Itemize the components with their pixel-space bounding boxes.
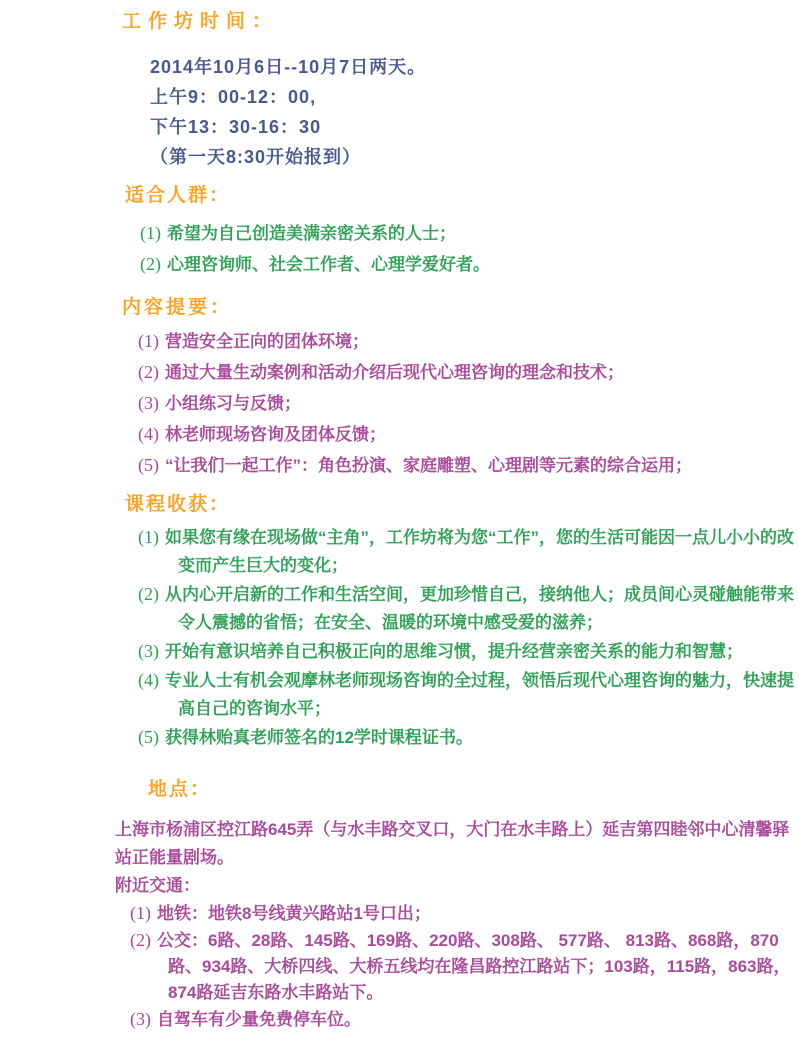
content-item-text: 小组练习与反馈； [165,394,301,413]
location-heading: 地点： [148,779,212,800]
content-item-text: 林老师现场咨询及团体反馈； [165,425,386,444]
content-item-text: 营造安全正向的团体环境； [165,332,369,351]
transport-item-text: 自驾车有少量免费停车位。 [157,1010,361,1029]
checkin-note-line: （第一天8:30开始报到） [150,147,362,167]
gain-item-text: 如果您有缘在现场做“主角”，工作坊将为您“工作”，您的生活可能因一点儿小小的改变而产生巨大的变化； [165,528,794,575]
content-item [138,357,799,388]
item-number: (3) [138,641,159,661]
audience-item [140,218,799,249]
gain-item [138,637,796,666]
item-number: (1) [140,223,161,243]
item-number: (4) [138,670,159,690]
content-item [138,450,799,481]
afternoon-hours-line: 下午13：30-16：30 [150,117,322,137]
item-number: (2) [140,254,161,274]
item-number: (2) [130,930,151,950]
gain-item-text: 专业人士有机会观摩林老师现场咨询的全过程，领悟后现代心理咨询的魅力，快速提高自己的咨询水平； [165,671,794,718]
content-item-text: “让我们一起工作”：角色扮演、家庭雕塑、心理剧等元素的综合运用； [165,456,692,475]
transport-item-text: 公交：6路、28路、145路、169路、220路、308路、 577路、 813路、868路，870路、934路、大桥四线、大桥五线均在隆昌路控江路站下；103路，115路，863路， 874路延吉东路水丰路站下。 [157,931,791,1002]
audience-heading: 适合人群： [125,185,231,206]
item-number: (1) [138,527,159,547]
audience-item-text: 希望为自己创造美满亲密关系的人士； [167,224,456,243]
gain-item [138,723,796,752]
gain-item-text: 获得林贻真老师签名的12学时课程证书。 [165,728,473,747]
location-block [115,816,793,1033]
content-item [138,326,799,357]
transport-list [130,900,793,1033]
transport-item-text: 地铁：地铁8号线黄兴路站1号口出； [157,904,431,923]
gain-item-text: 从内心开启新的工作和生活空间，更加珍惜自己，接纳他人；成员间心灵碰触能带来令人震撼的省悟；在安全、温暖的环境中感受爱的滋养； [165,585,794,632]
transport-item [130,927,793,1006]
morning-hours-line: 上午9：00-12：00, [150,87,317,107]
item-number: (1) [130,903,151,923]
workshop-time-heading: 工作坊时间： [122,11,279,32]
item-number: (2) [138,362,159,382]
content-summary-list [138,326,799,481]
content-item [138,419,799,450]
item-number: (1) [138,331,159,351]
gain-item-text: 开始有意识培养自己积极正向的思维习惯，提升经营亲密关系的能力和智慧； [165,642,743,661]
audience-item [140,249,799,280]
item-number: (5) [138,727,159,747]
nearby-transit-label: 附近交通： [115,876,200,895]
workshop-time-block [150,52,799,172]
item-number: (5) [138,455,159,475]
gain-item [138,523,796,580]
workshop-poster [0,10,799,1033]
venue-address: 上海市杨浦区控江路645弄（与水丰路交叉口，大门在水丰路上）延吉第四睦邻中心清馨驿站正能量剧场。 [115,820,790,867]
item-number: (2) [138,584,159,604]
content-item [138,388,799,419]
transport-item [130,1006,793,1033]
audience-item-text: 心理咨询师、社会工作者、心理学爱好者。 [167,255,490,274]
gain-item [138,580,796,637]
audience-list [140,218,799,280]
course-gains-heading: 课程收获： [125,494,231,515]
workshop-date-line: 2014年10月6日--10月7日两天。 [150,57,427,77]
item-number: (3) [130,1009,151,1029]
gain-item [138,666,796,723]
content-summary-heading: 内容提要： [122,297,233,318]
content-item-text: 通过大量生动案例和活动介绍后现代心理咨询的理念和技术； [165,363,624,382]
item-number: (3) [138,393,159,413]
item-number: (4) [138,424,159,444]
transport-item [130,900,793,927]
course-gains-list [138,523,796,752]
